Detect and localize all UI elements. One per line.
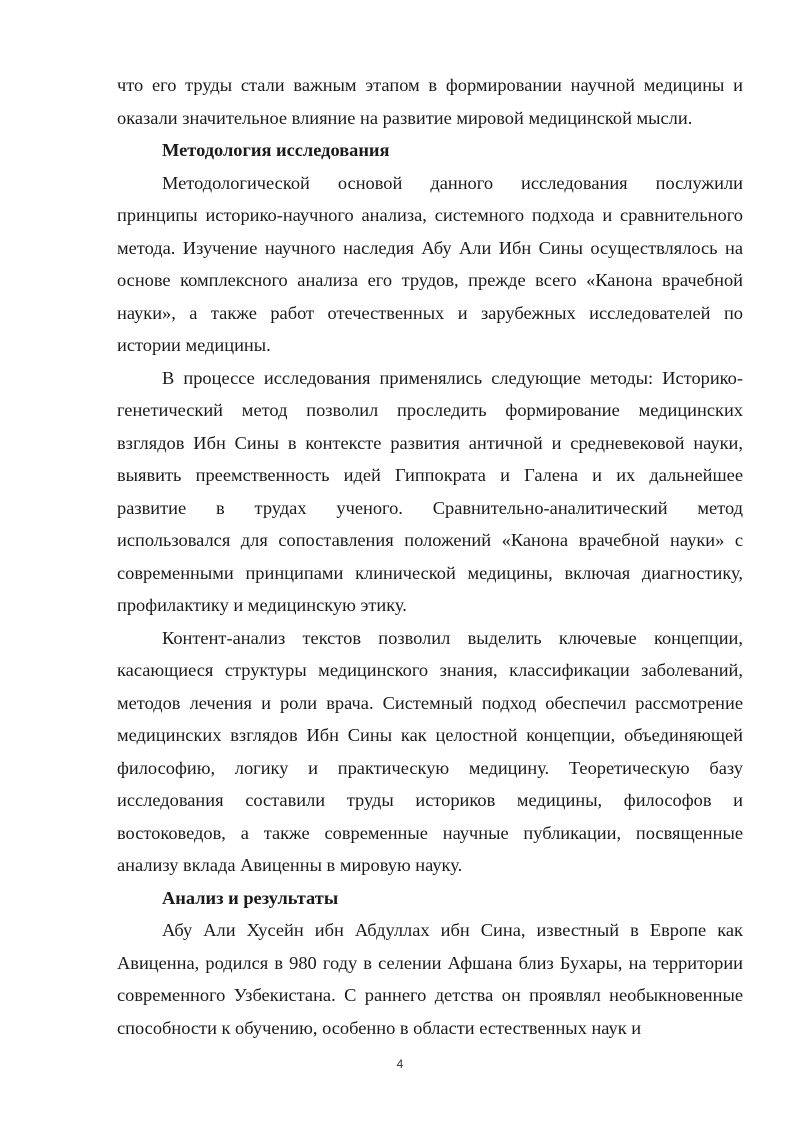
text-line: Контент-анализ текстов позволил выделить ключевые концепции, [162,627,743,648]
heading-text: Методология исследования [162,140,390,160]
text-line: использовался для сопоставления положений «Канона врачебной науки» с [117,530,743,550]
text-line: развитие в трудах ученого. Сравнительно-аналитический метод [117,497,743,518]
text-line: В процессе исследования применялись следующие методы: Историко- [162,367,743,388]
text-line: способности к обучению, особенно в области естественных наук и [117,1017,642,1038]
paragraph [117,362,743,622]
text-line: науки», а также работ отечественных и зарубежных исследователей по [117,302,743,323]
text-line: взглядов Ибн Сины в контексте развития античной и средневековой науки, [117,432,743,453]
text-line: что его труды стали важным этапом в формировании научной медицины и [117,75,743,95]
text-line: исследования составили труды историков медицины, философов и [117,790,743,810]
text-line: оказали значительное влияние на развитие мировой медицинской мысли. [117,107,693,128]
section-heading [117,882,743,915]
text-line: касающиеся структуры медицинского знания, классификации заболеваний, [117,660,743,680]
paragraph [117,167,743,362]
text-line: Абу Али Хусейн ибн Абдуллах ибн Сина, известный в Европе как [162,920,743,940]
paragraph [117,69,743,134]
text-line: метода. Изучение научного наследия Абу Али Ибн Сины осуществлялось на [117,237,743,258]
body-text [117,69,743,1044]
section-heading [117,134,743,167]
heading-text: Анализ и результаты [162,887,339,908]
text-line: методов лечения и роли врача. Системный подход обеспечил рассмотрение [117,692,743,713]
text-line: принципы историко-научного анализа, системного подхода и сравнительного [117,205,743,225]
paragraph [117,914,743,1044]
paragraph [117,622,743,882]
text-line: современными принципами клинической медицины, включая диагностику, [117,562,743,583]
text-line: Авиценна, родился в 980 году в селении Афшана близ Бухары, на территории [117,952,743,973]
text-line: профилактику и медицинскую этику. [117,595,407,615]
text-line: востоковедов, а также современные научные публикации, посвященные [117,822,743,843]
text-line: основе комплексного анализа его трудов, прежде всего «Канона врачебной [117,270,743,290]
text-line: философию, логику и практическую медицину. Теоретическую базу [117,757,743,778]
page-number: 4 [396,1057,404,1071]
text-line: анализу вклада Авиценны в мировую науку. [117,855,463,875]
text-line: выявить преемственность идей Гиппократа и Галена и их дальнейшее [117,465,743,485]
text-line: истории медицины. [117,335,271,355]
text-line: генетический метод позволил проследить формирование медицинских [117,400,743,420]
text-line: медицинских взглядов Ибн Сины как целостной концепции, объединяющей [117,725,743,745]
text-line: Методологической основой данного исследования послужили [162,172,743,193]
text-line: современного Узбекистана. С раннего детства он проявлял необыкновенные [117,985,743,1005]
